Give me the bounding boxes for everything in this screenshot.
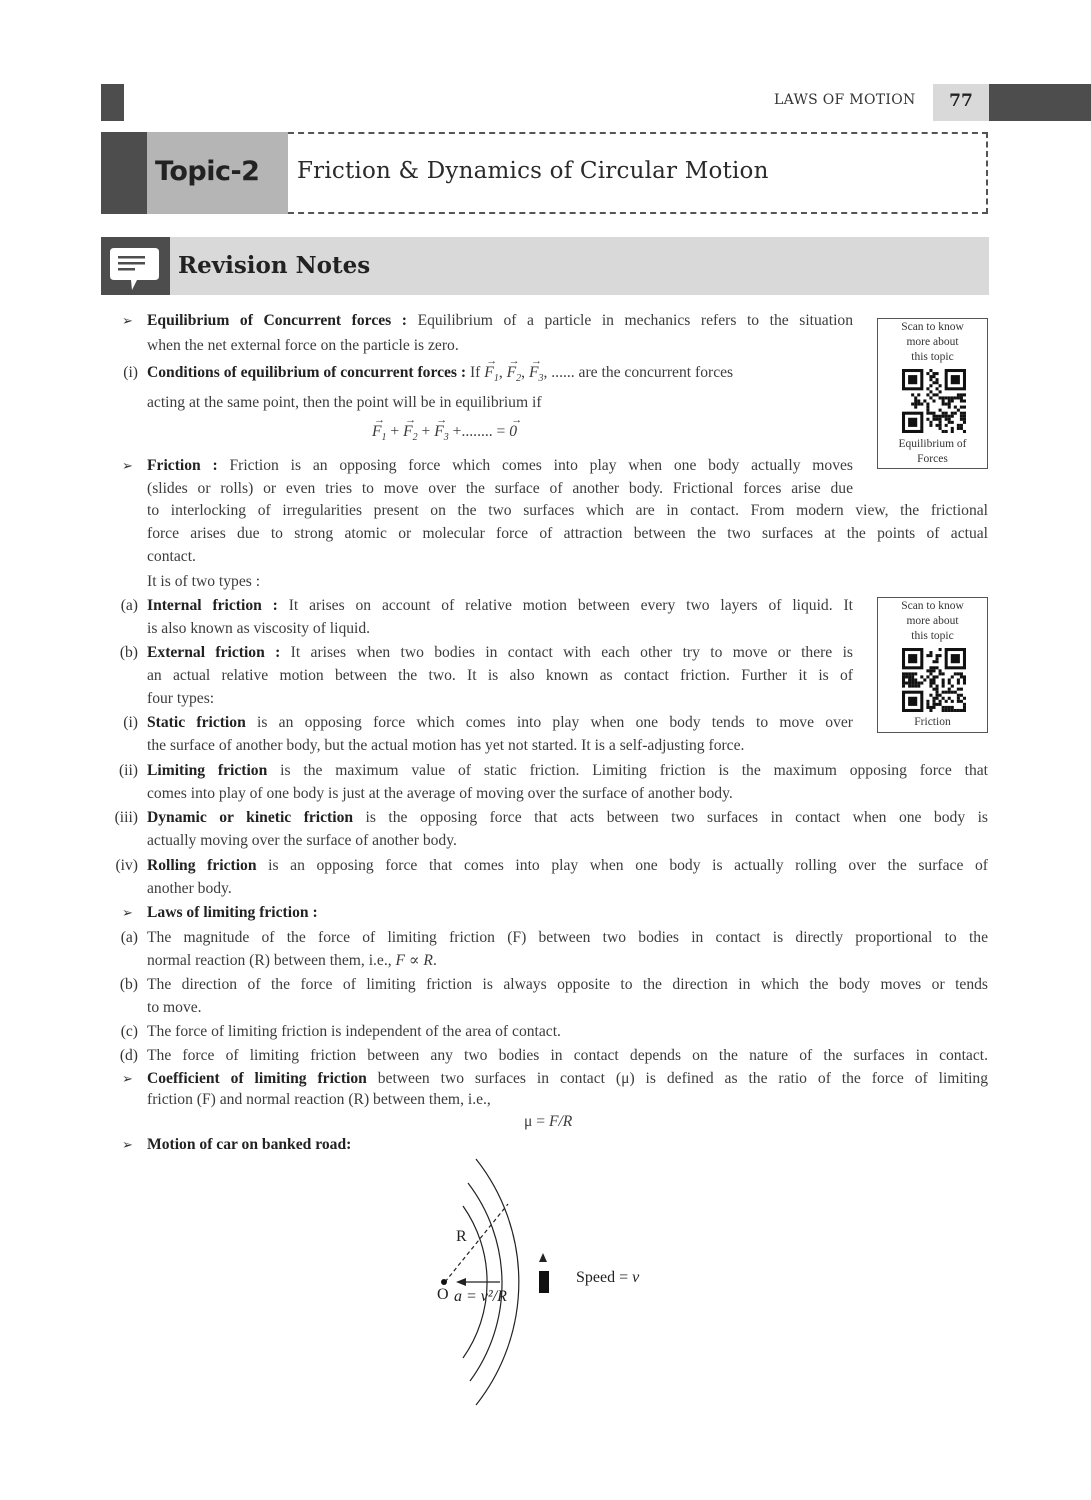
text: Equilibrium of a particle in mechanics refers to the situation bbox=[407, 312, 853, 329]
friction-line-2: (slides or rolls) or even tries to move over the surface of another body. Frictional forces arise due bbox=[147, 480, 853, 497]
topic-accent-bar bbox=[101, 132, 147, 214]
limiting-friction-heading: Limiting friction bbox=[147, 762, 268, 779]
text: between two surfaces in contact (μ) is defined as the ratio of the force of limiting bbox=[366, 1070, 988, 1087]
text: . bbox=[432, 952, 437, 969]
list-marker: (iii) bbox=[114, 809, 138, 826]
coefficient-line-1 bbox=[147, 1069, 988, 1089]
list-marker: (b) bbox=[119, 976, 138, 993]
bullet-arrow: ➢ bbox=[122, 905, 133, 920]
vector-f3 bbox=[434, 422, 449, 448]
banked-heading-text: Motion of car on banked road: bbox=[147, 1136, 352, 1153]
coefficient-heading: Coefficient of limiting friction bbox=[147, 1070, 367, 1087]
vector-f2 bbox=[403, 422, 418, 448]
revision-notes-title: Revision Notes bbox=[178, 252, 371, 279]
acceleration-arrowhead bbox=[456, 1278, 466, 1286]
var: v bbox=[632, 1269, 640, 1286]
vector-f1 bbox=[372, 422, 387, 448]
var: F bbox=[372, 423, 382, 440]
equilibrium-line-2: when the net external force on the particle is zero. bbox=[147, 337, 459, 354]
qr-topic-line: Friction bbox=[914, 716, 951, 728]
external-friction-line-2: an actual relative motion between the two. It is also known as contact friction. Further it is of bbox=[147, 667, 853, 684]
friction-line-4: force arises due to strong atomic or molecular force of attraction between the two surfaces at the points of actual bbox=[147, 525, 988, 542]
rolling-friction-heading: Rolling friction bbox=[147, 857, 257, 874]
list-marker: (a) bbox=[120, 597, 138, 614]
text: Friction is an opposing force which comes into play when one body actually moves bbox=[217, 457, 853, 474]
kinetic-friction-line-1 bbox=[147, 808, 988, 828]
qr-caption-line: this topic bbox=[911, 630, 954, 642]
var: F bbox=[484, 364, 494, 381]
list-marker: (c) bbox=[120, 1023, 138, 1040]
bullet-arrow: ➢ bbox=[122, 313, 133, 328]
static-friction-line-1 bbox=[147, 713, 853, 733]
var: F bbox=[403, 423, 413, 440]
qr-caption-line: more about bbox=[906, 615, 959, 627]
formula: F ∝ R bbox=[395, 952, 433, 969]
law-b-line-1: The direction of the force of limiting friction is always opposite to the direction in which the body moves or tends bbox=[147, 976, 988, 993]
qr-caption bbox=[878, 599, 987, 644]
circular-motion-figure bbox=[400, 1150, 700, 1420]
qr-topic bbox=[878, 715, 987, 730]
header-left-bar bbox=[101, 84, 124, 121]
qr-caption-line: Scan to know bbox=[901, 600, 964, 612]
list-marker: (a) bbox=[120, 929, 138, 946]
formula: F/R bbox=[548, 1113, 573, 1130]
center-point bbox=[441, 1279, 447, 1285]
text: , bbox=[521, 364, 529, 381]
var: F bbox=[506, 364, 517, 381]
limiting-friction-line-1 bbox=[147, 761, 988, 781]
text: is an opposing force that comes into play when one body is actually rolling over the surface of bbox=[256, 857, 988, 874]
equilibrium-heading: Equilibrium of Concurrent forces : bbox=[147, 312, 407, 329]
internal-friction-line-2: is also known as viscosity of liquid. bbox=[147, 620, 371, 637]
conditions-heading: Conditions of equilibrium of concurrent forces : bbox=[147, 364, 467, 381]
acceleration-label: a = v²/R bbox=[454, 1288, 507, 1305]
var: F bbox=[528, 364, 539, 381]
friction-line-1 bbox=[147, 456, 853, 476]
law-a-line-2 bbox=[147, 951, 437, 971]
static-friction-line-2: the surface of another body, but the actual motion has yet not started. It is a self-adjusting force. bbox=[147, 737, 745, 754]
rolling-friction-line-2: another body. bbox=[147, 880, 232, 897]
internal-friction-line-1 bbox=[147, 596, 853, 616]
text: μ = bbox=[524, 1113, 549, 1130]
banked-heading bbox=[147, 1135, 351, 1155]
qr-caption bbox=[878, 320, 987, 365]
list-marker: (i) bbox=[123, 714, 138, 731]
header-right-bar bbox=[989, 84, 1091, 121]
law-c-line-1: The force of limiting friction is independent of the area of contact. bbox=[147, 1023, 561, 1040]
text: It arises when two bodies in contact with each other try to move or there is bbox=[280, 644, 853, 661]
speech-bubble-icon bbox=[107, 243, 162, 293]
list-marker: (d) bbox=[119, 1047, 138, 1064]
vector-f3 bbox=[529, 363, 544, 389]
sub: 1 bbox=[381, 432, 387, 444]
radius-label: R bbox=[456, 1228, 467, 1245]
coefficient-line-2: friction (F) and normal reaction (R) between them, i.e., bbox=[147, 1091, 491, 1108]
law-b-line-2: to move. bbox=[147, 999, 202, 1016]
text: +........ = bbox=[448, 423, 510, 440]
speed-label bbox=[576, 1269, 639, 1287]
text: is the maximum value of static friction. Limiting friction is the maximum opposing force that bbox=[267, 762, 989, 779]
text: + bbox=[386, 423, 404, 440]
qr-code-icon[interactable] bbox=[902, 648, 966, 712]
text: is the opposing force that acts between two surfaces in contact when one body is bbox=[353, 809, 989, 826]
internal-friction-heading: Internal friction : bbox=[147, 597, 278, 614]
sub: 2 bbox=[516, 373, 522, 385]
text: Speed = bbox=[576, 1269, 633, 1286]
kinetic-friction-line-2: actually moving over the surface of another body. bbox=[147, 832, 457, 849]
laws-heading bbox=[147, 903, 318, 923]
qr-caption-line: Scan to know bbox=[901, 321, 964, 333]
friction-line-6: It is of two types : bbox=[147, 573, 261, 590]
law-a-line-1: The magnitude of the force of limiting friction (F) between two bodies in contact is directly proportional to the bbox=[147, 929, 988, 946]
sub: 1 bbox=[493, 373, 499, 385]
limiting-friction-line-2: comes into play of one body is just at the average of moving over the surface of another body. bbox=[147, 785, 733, 802]
conditions-line-2: acting at the same point, then the point will be in equilibrium if bbox=[147, 394, 542, 411]
vector-zero: → 0 bbox=[509, 422, 517, 442]
text: If bbox=[466, 364, 485, 381]
friction-heading: Friction : bbox=[147, 457, 218, 474]
car bbox=[539, 1271, 549, 1293]
center-label: O bbox=[437, 1286, 449, 1303]
external-friction-heading: External friction : bbox=[147, 644, 281, 661]
sub: 2 bbox=[412, 432, 418, 444]
qr-topic-line: Equilibrium of bbox=[898, 438, 967, 450]
laws-heading-text: Laws of limiting friction : bbox=[147, 904, 318, 921]
sub: 3 bbox=[443, 432, 449, 444]
banked-road-diagram bbox=[400, 1150, 700, 1420]
static-friction-heading: Static friction bbox=[147, 714, 246, 731]
rolling-friction-line-1 bbox=[147, 856, 988, 876]
list-marker: (ii) bbox=[118, 762, 138, 779]
bullet-arrow: ➢ bbox=[122, 1071, 133, 1086]
page-number: 77 bbox=[949, 91, 973, 111]
topic-title: Friction & Dynamics of Circular Motion bbox=[297, 158, 769, 184]
text: + bbox=[417, 423, 435, 440]
vector-f2 bbox=[507, 363, 522, 389]
external-friction-line-1 bbox=[147, 643, 853, 663]
conditions-line-1 bbox=[147, 363, 853, 389]
qr-caption-line: this topic bbox=[911, 351, 954, 363]
friction-line-5: contact. bbox=[147, 548, 196, 565]
sub: 3 bbox=[538, 373, 544, 385]
list-marker: (i) bbox=[123, 364, 138, 381]
text: is an opposing force which comes into play when one body tends to move over bbox=[245, 714, 854, 731]
friction-line-3: to interlocking of irregularities present on the two surfaces which are in contact. From modern view, the frictional bbox=[147, 502, 988, 519]
external-friction-line-3: four types: bbox=[147, 690, 215, 707]
text: normal reaction (R) between them, i.e., bbox=[147, 952, 396, 969]
radius-line bbox=[445, 1204, 508, 1282]
vector-f1 bbox=[484, 363, 499, 389]
bullet-arrow: ➢ bbox=[122, 458, 133, 473]
qr-box-equilibrium[interactable] bbox=[877, 318, 988, 469]
equilibrium-line-1 bbox=[147, 311, 853, 331]
qr-box-friction[interactable] bbox=[877, 597, 988, 733]
var: F bbox=[434, 423, 444, 440]
topic-label: Topic-2 bbox=[155, 156, 260, 187]
qr-code-icon[interactable] bbox=[902, 369, 966, 433]
list-marker: (iv) bbox=[115, 857, 138, 874]
qr-caption-line: more about bbox=[906, 336, 959, 348]
kinetic-friction-heading: Dynamic or kinetic friction bbox=[147, 809, 354, 826]
law-d-line-1: The force of limiting friction between any two bodies in contact depends on the nature of the surfaces in contact. bbox=[147, 1047, 988, 1064]
list-marker: (b) bbox=[119, 644, 138, 661]
qr-topic bbox=[878, 437, 987, 467]
coefficient-formula bbox=[524, 1112, 572, 1132]
text: , ...... are the concurrent forces bbox=[543, 364, 734, 381]
bullet-arrow: ➢ bbox=[122, 1137, 133, 1152]
equilibrium-equation bbox=[372, 422, 517, 448]
velocity-arrowhead bbox=[539, 1253, 547, 1262]
qr-topic-line: Forces bbox=[917, 453, 948, 465]
text: , bbox=[498, 364, 507, 381]
text: It arises on account of relative motion between every two layers of liquid. It bbox=[277, 597, 854, 614]
chapter-title: LAWS OF MOTION bbox=[774, 92, 916, 108]
